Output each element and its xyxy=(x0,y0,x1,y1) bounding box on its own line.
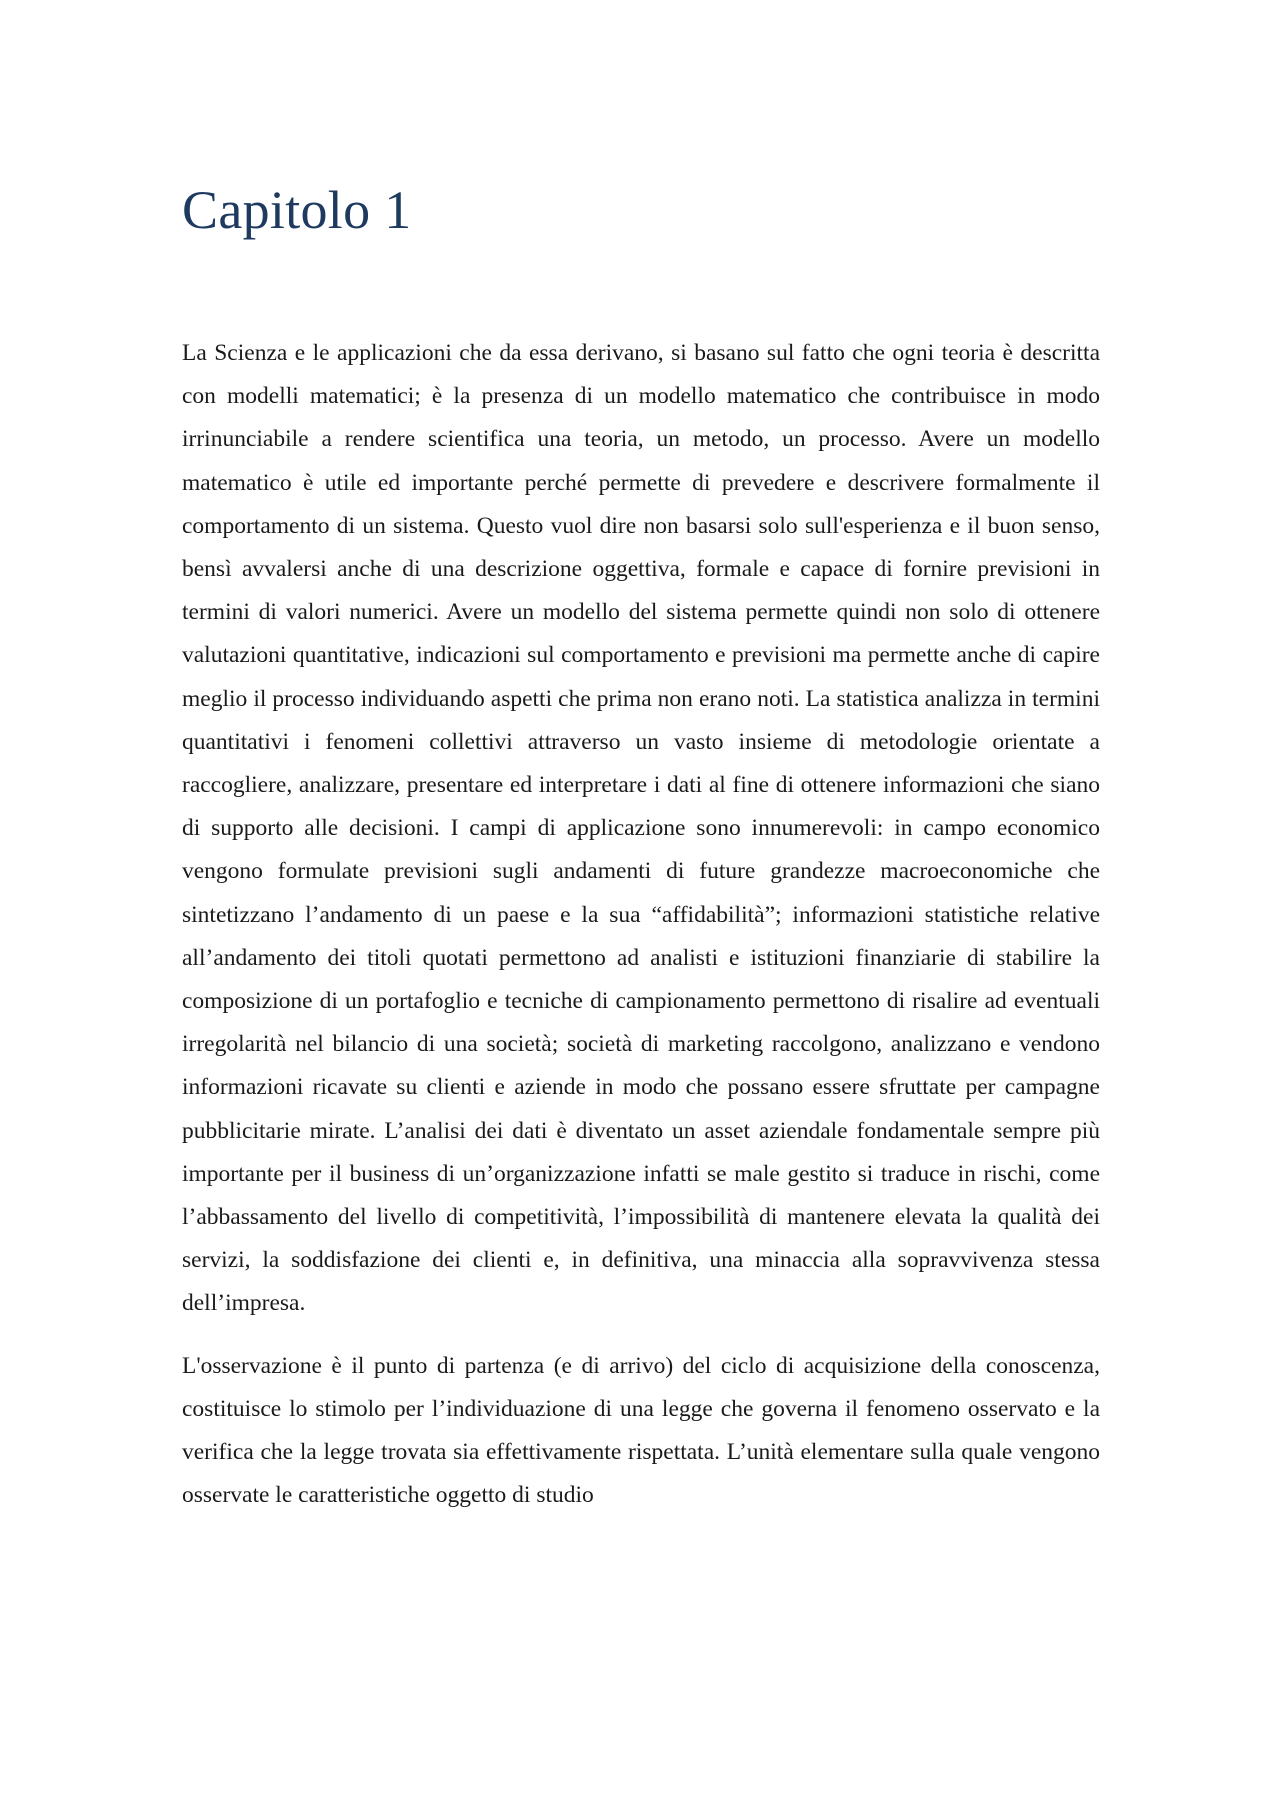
body-text xyxy=(182,332,1100,1517)
paragraph-1: La Scienza e le applicazioni che da essa derivano, si basano sul fatto che ogni teoria è descritta con modelli matematici; è la presenza di un modello matematico che contribuisce in modo irrinunciabile a rendere scientifica una teoria, un metodo, un processo. Avere un modello matematico è utile ed importante perché permette di prevedere e descrivere formalmente il comportamento di un sistema. Questo vuol dire non basarsi solo sull'esperienza e il buon senso, bensì avvalersi anche di una descrizione oggettiva, formale e capace di fornire previsioni in termini di valori numerici. Avere un modello del sistema permette quindi non solo di ottenere valutazioni quantitative, indicazioni sul comportamento e previsioni ma permette anche di capire meglio il processo individuando aspetti che prima non erano noti. La statistica analizza in termini quantitativi i fenomeni collettivi attraverso un vasto insieme di metodologie orientate a raccogliere, analizzare, presentare ed interpretare i dati al fine di ottenere informazioni che siano di supporto alle decisioni. I campi di applicazione sono innumerevoli: in campo economico vengono formulate previsioni sugli andamenti di future grandezze macroeconomiche che sintetizzano l’andamento di un paese e la sua “affidabilità”; informazioni statistiche relative all’andamento dei titoli quotati permettono ad analisti e istituzioni finanziarie di stabilire la composizione di un portafoglio e tecniche di campionamento permettono di risalire ad eventuali irregolarità nel bilancio di una società; società di marketing raccolgono, analizzano e vendono informazioni ricavate su clienti e aziende in modo che possano essere sfruttate per campagne pubblicitarie mirate. L’analisi dei dati è diventato un asset aziendale fondamentale sempre più importante per il business di un’organizzazione infatti se male gestito si traduce in rischi, come l’abbassamento del livello di competitività, l’impossibilità di mantenere elevata la qualità dei servizi, la soddisfazione dei clienti e, in definitiva, una minaccia alla sopravvivenza stessa dell’impresa. xyxy=(182,340,1100,1317)
chapter-title: Capitolo 1 xyxy=(182,180,412,240)
paragraph-2: L'osservazione è il punto di partenza (e di arrivo) del ciclo di acquisizione della conoscenza, costituisce lo stimolo per l’individuazione di una legge che governa il fenomeno osservato e la verifica che la legge trovata sia effettivamente rispettata. L’unità elementare sulla quale vengono osservate le caratteristiche oggetto di studio xyxy=(182,1352,1100,1509)
